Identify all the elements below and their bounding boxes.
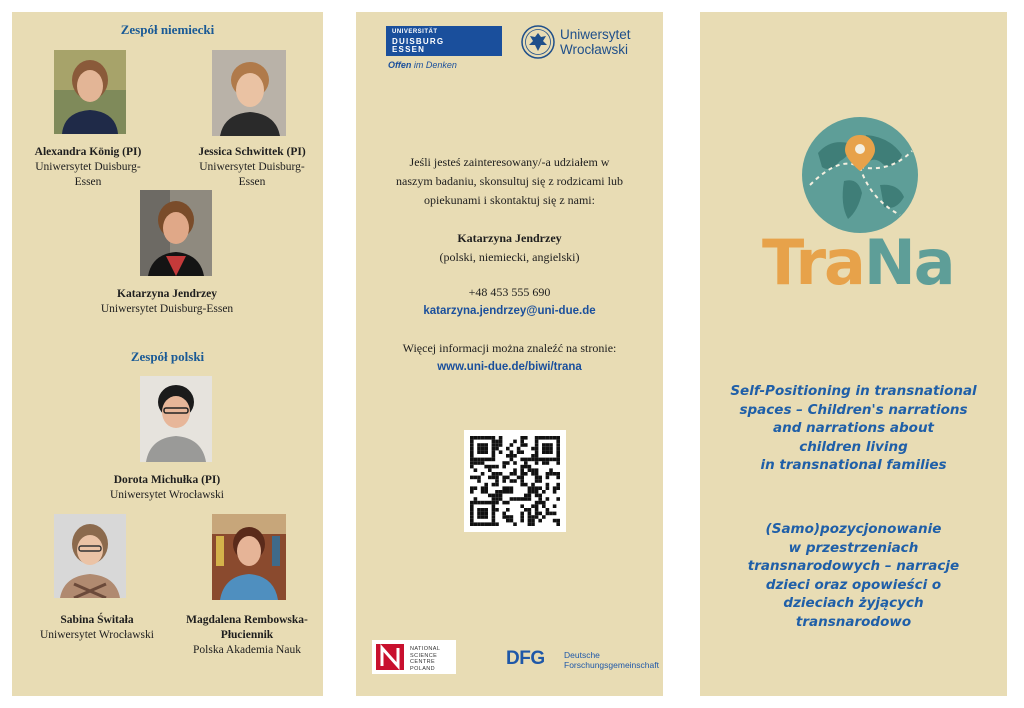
title-line: transnarodowych – narracje xyxy=(747,558,960,574)
ncn-logo xyxy=(372,640,456,674)
contact-phone: +48 453 555 690 xyxy=(468,285,551,299)
ude-logo-line: UNIVERSITÄT xyxy=(392,29,438,35)
english-title xyxy=(700,382,1007,475)
title-line: children living xyxy=(799,438,908,455)
polish-title xyxy=(700,520,1007,631)
cover-panel xyxy=(700,12,1007,696)
title-line: transnarodowo xyxy=(795,613,912,630)
dfg-logo-line: Deutsche xyxy=(564,650,600,660)
photo-katarzyna-jendrzey xyxy=(140,190,212,276)
ude-logo-line: ESSEN xyxy=(392,45,426,54)
trana-logo-part: Na xyxy=(863,226,954,299)
project-url-link[interactable]: www.uni-due.de/biwi/trana xyxy=(437,361,582,373)
more-info-text: Więcej informacji można znaleźć na stronie: xyxy=(402,341,617,355)
person-name: Płuciennik xyxy=(220,629,274,641)
title-line: (Samo)pozycjonowanie xyxy=(765,521,942,537)
person-name: Sabina Świtała xyxy=(60,614,134,626)
title-line: spaces – Children's narrations xyxy=(739,401,968,418)
intro-line: naszym badaniu, skonsultuj się z rodzicami lub xyxy=(396,174,623,188)
dfg-logo-line: Forschungsgemeinschaft xyxy=(564,660,659,670)
ude-logo-line: DUISBURG xyxy=(392,37,445,46)
ude-logo xyxy=(386,26,502,56)
trana-logo-part: Tra xyxy=(762,226,864,299)
title-line: in transnational families xyxy=(760,457,947,473)
person-name: Dorota Michułka (PI) xyxy=(113,474,221,486)
title-line: dzieciach żyjących xyxy=(783,595,924,611)
intro-line: Jeśli jesteś zainteresowany/-a udziałem w xyxy=(409,155,610,169)
person-name: Alexandra König (PI) xyxy=(34,146,142,158)
person-name: Magdalena Rembowska- xyxy=(186,614,308,626)
person-affiliation: Uniwersytet Duisburg-Essen xyxy=(100,303,234,315)
person-affiliation: Uniwersytet Duisburg- xyxy=(35,161,141,173)
person-card xyxy=(182,145,322,190)
contact-name: Katarzyna Jendrzey xyxy=(457,231,562,245)
team-panel xyxy=(12,12,323,696)
person-affiliation: Uniwersytet Wrocławski xyxy=(40,629,154,641)
trana-logo xyxy=(762,227,962,299)
person-affiliation: Polska Akademia Nauk xyxy=(193,644,301,656)
qr-code[interactable] xyxy=(464,430,566,532)
person-name: Katarzyna Jendrzey xyxy=(117,288,217,300)
person-affiliation: Essen xyxy=(238,176,266,188)
uwr-logo-line: Uniwersytet xyxy=(560,27,631,42)
photo-dorota-michulka xyxy=(140,376,212,462)
ude-tagline-bold: Offen xyxy=(388,60,412,70)
uwr-logo xyxy=(520,24,650,62)
dfg-logo xyxy=(506,648,659,670)
photo-jessica-schwittek xyxy=(212,50,286,136)
globe-pin-icon xyxy=(800,115,920,235)
photo-sabina-switala xyxy=(54,514,126,598)
title-line: dzieci oraz opowieści o xyxy=(765,576,942,593)
person-card xyxy=(82,473,252,503)
intro-text xyxy=(356,153,663,210)
contact-email-link[interactable]: katarzyna.jendrzey@uni-due.de xyxy=(423,305,596,317)
contact-languages: (polski, niemiecki, angielski) xyxy=(439,250,580,264)
title-line: Self-Positioning in transnational xyxy=(730,383,977,399)
ncn-logo-line: CENTRE xyxy=(410,659,436,665)
ncn-mark-icon xyxy=(376,644,404,670)
uwr-logo-line: Wrocławski xyxy=(560,42,629,57)
person-affiliation: Essen xyxy=(74,176,102,188)
title-line: and narrations about xyxy=(772,420,935,436)
contact-panel xyxy=(356,12,663,696)
person-affiliation: Uniwersytet Wrocławski xyxy=(110,489,224,501)
person-affiliation: Uniwersytet Duisburg- xyxy=(199,161,305,173)
photo-magdalena-rembowska xyxy=(212,514,286,600)
ncn-logo-line: NATIONAL xyxy=(410,646,441,652)
person-name: Jessica Schwittek (PI) xyxy=(198,146,306,158)
intro-line: opiekunami i skontaktuj się z nami: xyxy=(424,193,595,207)
ncn-logo-line: POLAND xyxy=(410,665,436,672)
title-line: w przestrzeniach xyxy=(788,539,919,556)
person-card xyxy=(18,145,158,190)
person-card xyxy=(62,287,272,317)
ncn-logo-line: SCIENCE xyxy=(410,652,438,659)
polish-team-heading: Zespół polski xyxy=(130,349,205,364)
photo-alexandra-konig xyxy=(54,50,126,134)
ude-tagline xyxy=(388,60,457,70)
german-team-heading: Zespół niemiecki xyxy=(120,22,215,37)
person-card xyxy=(172,613,322,658)
eagle-crest-icon xyxy=(520,24,556,60)
ude-tagline-rest: im Denken xyxy=(411,60,457,70)
qr-code-icon xyxy=(464,430,566,532)
dfg-logo-abbr: DFG xyxy=(506,648,545,669)
person-card xyxy=(22,613,172,643)
